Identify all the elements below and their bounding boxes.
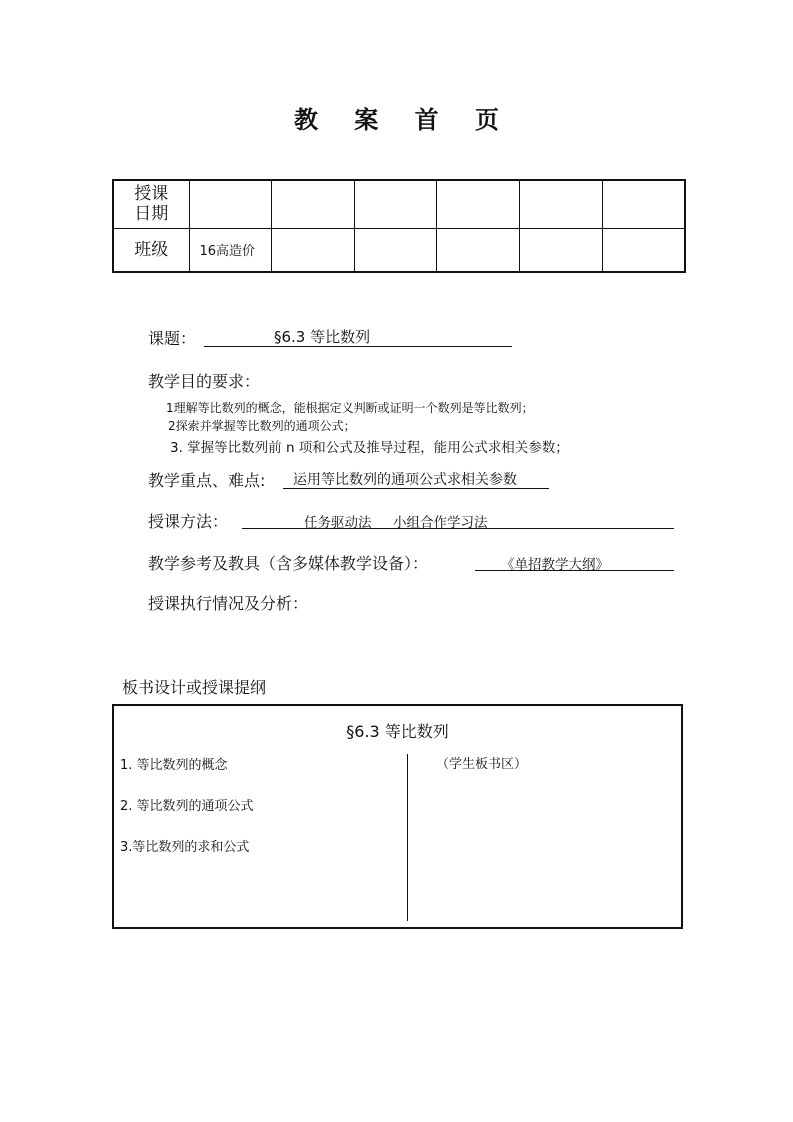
board-item: 3.等比数列的求和公式 — [120, 840, 250, 855]
date-label: 授课日期 — [134, 184, 169, 225]
class-cell — [272, 228, 355, 272]
date-cell — [272, 180, 355, 228]
objectives-label: 教学目的要求： — [148, 372, 261, 391]
date-cell — [189, 180, 272, 228]
key-points-underline — [283, 468, 549, 489]
class-cell — [437, 228, 520, 272]
topic-label: 课题： — [148, 329, 197, 348]
class-cell — [602, 228, 685, 272]
objective-item: 1理解等比数列的概念，能根据定义判断或证明一个数列是等比数列； — [166, 401, 534, 415]
objective-item: 2探索并掌握等比数列的通项公式； — [168, 419, 356, 433]
student-board-area-label: （学生板书区） — [436, 757, 528, 772]
objective-item: 3. 掌握等比数列前 n 项和公式及推导过程，能用公式求相关参数； — [170, 440, 569, 456]
class-label: 班级 — [113, 228, 189, 272]
key-points-label: 教学重点、难点: — [148, 471, 266, 490]
date-cell — [602, 180, 685, 228]
board-section-label: 板书设计或授课提纲 — [122, 678, 267, 697]
execution-label: 授课执行情况及分析： — [148, 594, 309, 613]
date-cell — [520, 180, 603, 228]
references-label: 教学参考及教具（含多媒体教学设备）： — [148, 554, 429, 573]
date-label-cell — [113, 180, 189, 228]
methods-label: 授课方法： — [148, 512, 229, 531]
methods-value: 任务驱动法 小组合作学习法 — [304, 515, 488, 531]
class-value: 16高造价 — [189, 228, 272, 272]
references-value: 《单招教学大纲》 — [501, 557, 609, 573]
board-outline-box — [112, 704, 683, 929]
references-underline — [475, 551, 674, 571]
topic-value: §6.3 等比数列 — [274, 328, 371, 346]
schedule-table — [112, 179, 686, 273]
board-item: 1. 等比数列的概念 — [120, 758, 228, 773]
date-cell — [354, 180, 437, 228]
page-title: 教 案 首 页 — [293, 105, 514, 134]
board-heading: §6.3 等比数列 — [346, 722, 449, 741]
board-divider — [407, 754, 408, 921]
class-cell — [520, 228, 603, 272]
methods-underline — [242, 509, 674, 529]
class-cell — [354, 228, 437, 272]
date-cell — [437, 180, 520, 228]
board-item: 2. 等比数列的通项公式 — [120, 799, 254, 814]
key-points-value: 运用等比数列的通项公式求相关参数 — [293, 472, 517, 488]
topic-underline — [204, 326, 512, 347]
